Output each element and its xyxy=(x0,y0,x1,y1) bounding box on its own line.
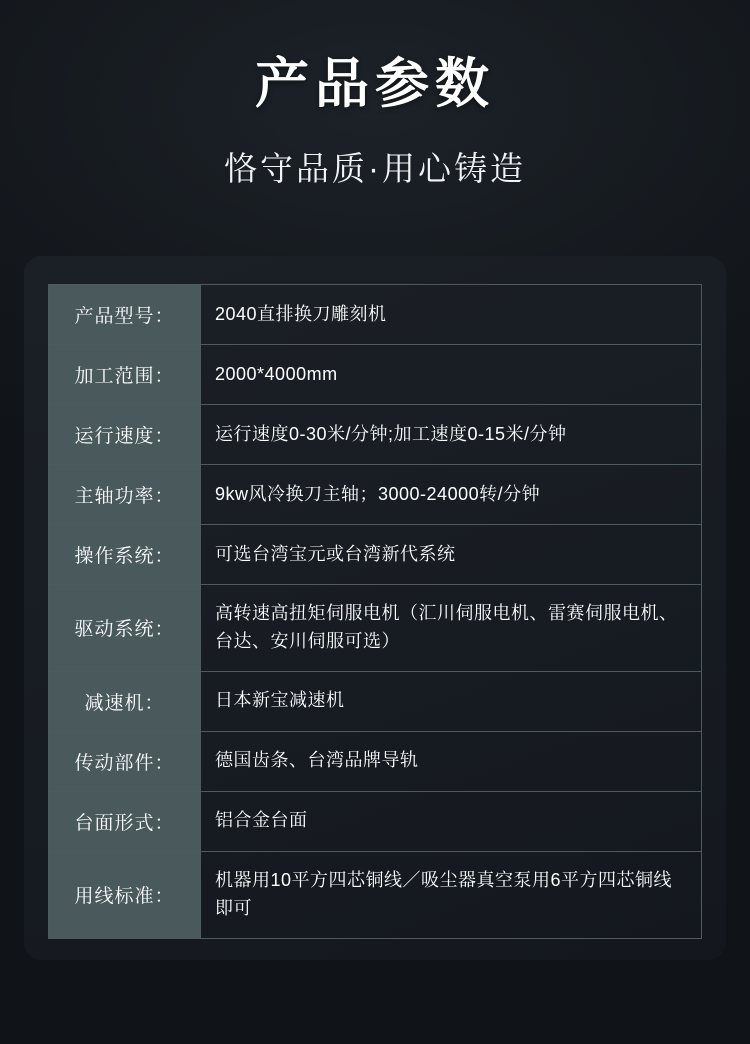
spec-value: 可选台湾宝元或台湾新代系统 xyxy=(201,525,702,585)
spec-label: 产品型号： xyxy=(49,285,201,345)
spec-label: 用线标准： xyxy=(49,851,201,938)
spec-value: 9kw风冷换刀主轴；3000-24000转/分钟 xyxy=(201,465,702,525)
table-row xyxy=(49,405,702,465)
spec-value: 日本新宝减速机 xyxy=(201,671,702,731)
spec-label: 运行速度： xyxy=(49,405,201,465)
spec-label: 传动部件： xyxy=(49,731,201,791)
table-row xyxy=(49,585,702,672)
table-row xyxy=(49,465,702,525)
spec-table-body xyxy=(49,285,702,939)
table-row xyxy=(49,285,702,345)
spec-table xyxy=(48,284,702,939)
spec-value: 运行速度0-30米/分钟;加工速度0-15米/分钟 xyxy=(201,405,702,465)
spec-value: 德国齿条、台湾品牌导轨 xyxy=(201,731,702,791)
spec-label: 加工范围： xyxy=(49,345,201,405)
table-row xyxy=(49,525,702,585)
spec-label: 台面形式： xyxy=(49,791,201,851)
spec-value: 机器用10平方四芯铜线／吸尘器真空泵用6平方四芯铜线即可 xyxy=(201,851,702,938)
table-row xyxy=(49,731,702,791)
page-header xyxy=(0,0,750,190)
table-row xyxy=(49,345,702,405)
spec-value: 铝合金台面 xyxy=(201,791,702,851)
page-subtitle: 恪守品质·用心铸造 xyxy=(224,149,526,187)
spec-label: 操作系统： xyxy=(49,525,201,585)
page-title: 产品参数 xyxy=(255,54,495,114)
spec-value: 2000*4000mm xyxy=(201,345,702,405)
table-row xyxy=(49,791,702,851)
spec-value: 高转速高扭矩伺服电机（汇川伺服电机、雷赛伺服电机、台达、安川伺服可选） xyxy=(201,585,702,672)
spec-label: 主轴功率： xyxy=(49,465,201,525)
spec-value: 2040直排换刀雕刻机 xyxy=(201,285,702,345)
spec-label: 驱动系统： xyxy=(49,585,201,672)
table-row xyxy=(49,671,702,731)
spec-label: 减速机： xyxy=(49,671,201,731)
table-row xyxy=(49,851,702,938)
spec-panel xyxy=(24,256,726,960)
